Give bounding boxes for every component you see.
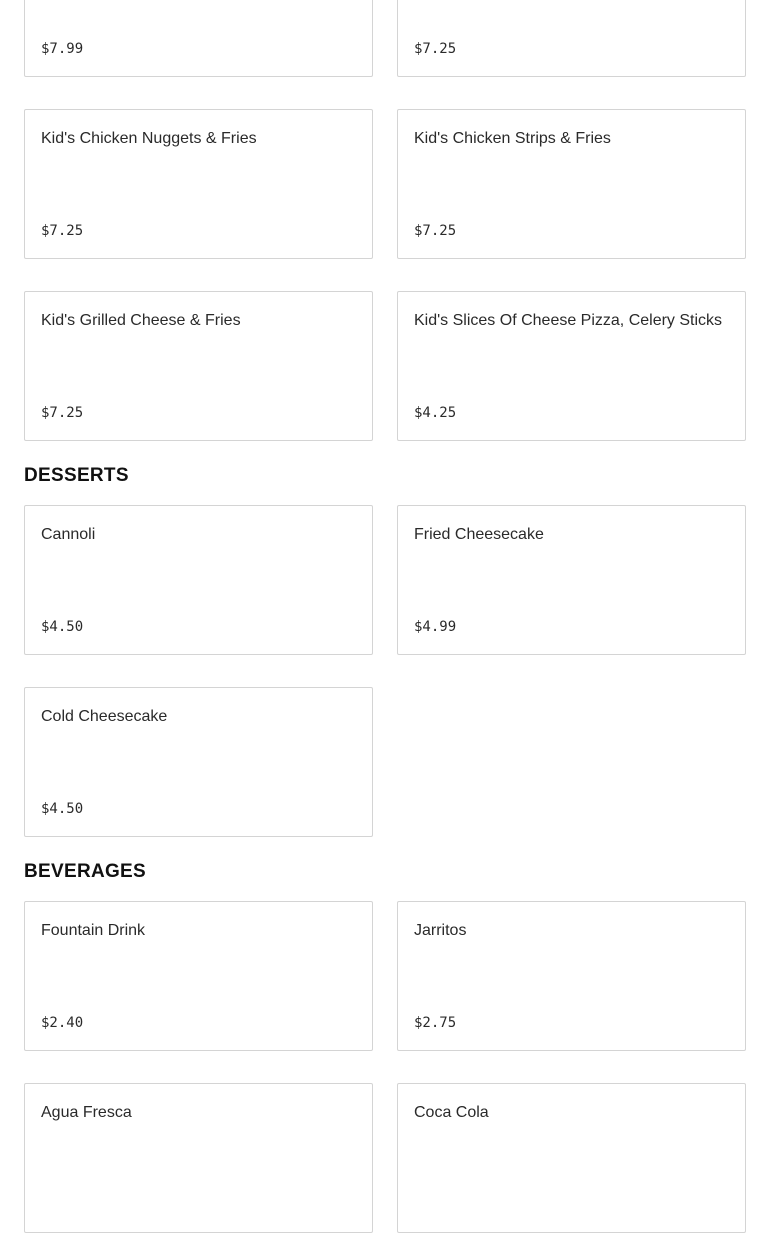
section-title-beverages: BEVERAGES [24, 861, 147, 882]
menu-item-card[interactable] [24, 687, 373, 837]
menu-item-name: Kid's Chicken Nuggets & Fries [41, 130, 257, 147]
menu-item-name: Fried Cheesecake [414, 526, 544, 543]
menu-item-price: $7.25 [414, 41, 457, 57]
menu-item-name: Cold Cheesecake [41, 708, 168, 725]
menu-item-card[interactable] [24, 109, 373, 259]
menu-item-price: $4.99 [414, 619, 457, 635]
menu-item-card[interactable] [397, 901, 746, 1051]
menu-item-price: $7.25 [41, 223, 84, 239]
menu-item-price: $4.25 [414, 405, 457, 421]
menu-item-name: Agua Fresca [41, 1104, 132, 1121]
menu-item-name: Fountain Drink [41, 922, 146, 939]
menu-item-card[interactable] [397, 0, 746, 77]
menu-item-name: Kid's Grilled Cheese & Fries [41, 312, 241, 329]
menu-item-price: $2.40 [41, 1015, 84, 1031]
menu-item-name: Jarritos [414, 922, 467, 939]
menu-item-name: Cannoli [41, 526, 96, 543]
menu-item-card[interactable] [24, 901, 373, 1051]
menu-item-card[interactable] [397, 109, 746, 259]
menu-item-card[interactable] [397, 505, 746, 655]
section-title-desserts: DESSERTS [24, 465, 129, 486]
menu-item-card[interactable] [397, 291, 746, 441]
menu-item-price: $4.50 [41, 619, 84, 635]
menu-item-card[interactable] [24, 1083, 373, 1233]
menu-item-name: Kid's Slices Of Cheese Pizza, Celery Sticks [414, 312, 723, 329]
menu-item-card[interactable] [24, 291, 373, 441]
menu-item-card[interactable] [397, 1083, 746, 1233]
menu-item-card[interactable] [24, 0, 373, 77]
menu-item-price: $7.99 [41, 41, 84, 57]
menu-item-price: $2.75 [414, 1015, 457, 1031]
menu-item-price: $7.25 [41, 405, 84, 421]
menu-item-card[interactable] [24, 505, 373, 655]
menu-item-price: $4.50 [41, 801, 84, 817]
menu-item-price: $7.25 [414, 223, 457, 239]
menu-item-name: Kid's Chicken Strips & Fries [414, 130, 611, 147]
menu-item-name: Coca Cola [414, 1104, 489, 1121]
